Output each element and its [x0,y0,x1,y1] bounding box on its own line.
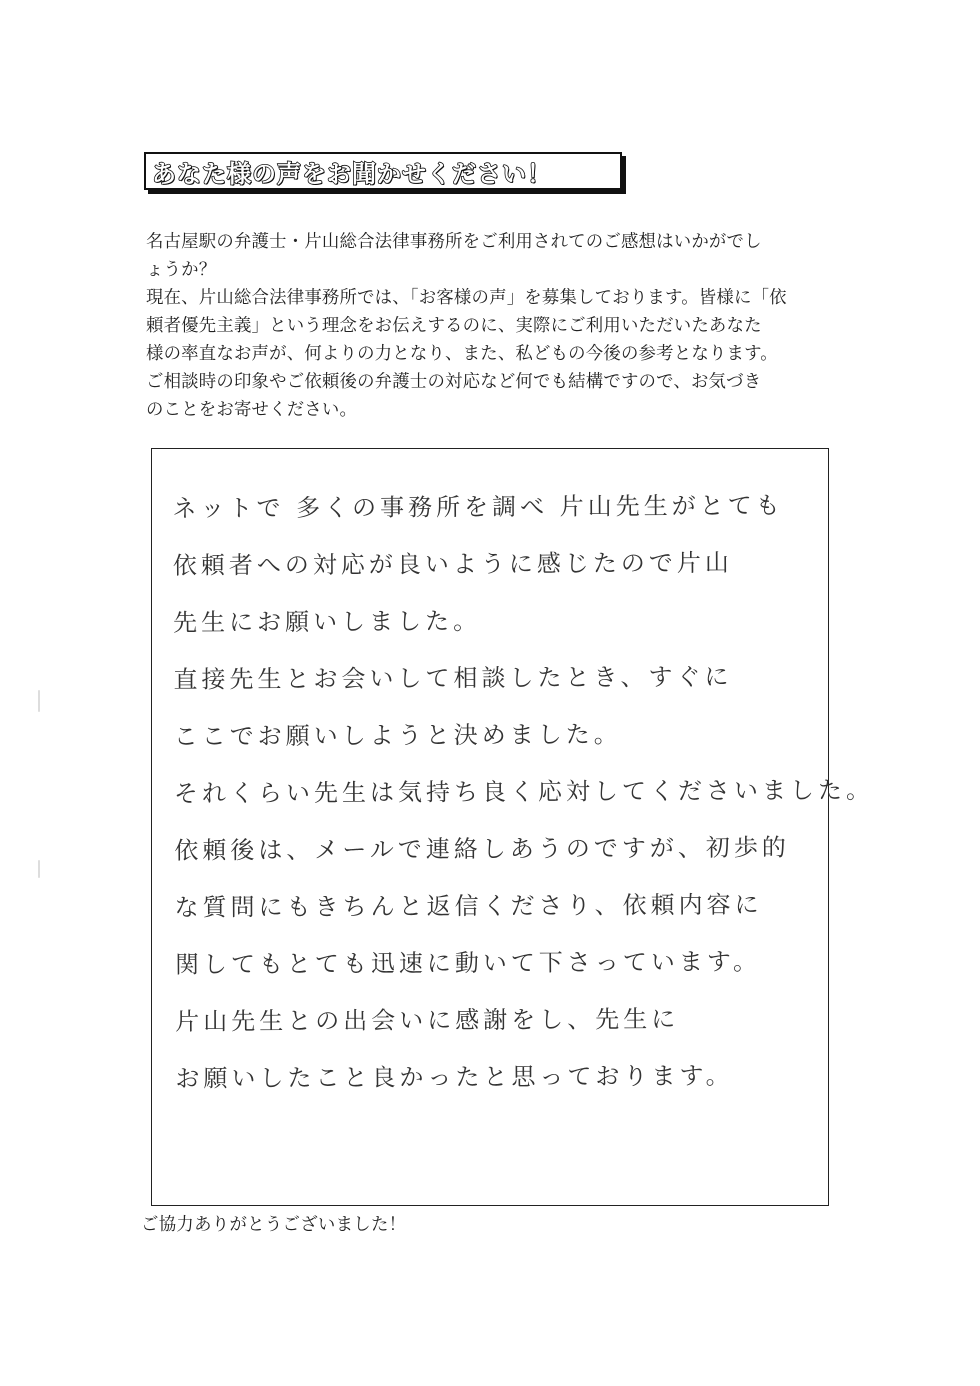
intro-line: のことをお寄せください。 [146,400,358,420]
title-banner [144,152,622,190]
answer-line: ここでお願いしようと決めました。 [173,720,622,751]
scan-mark [38,690,40,712]
scan-mark [38,860,40,878]
intro-line: ご相談時の印象やご依頼後の弁護士の対応など何でも結構ですので、お気づき [146,372,762,392]
intro-line: 様の率直なお声が、何よりの力となり、また、私どもの今後の参考となります。 [146,344,778,364]
intro-line: 名古屋駅の弁護士・片山総合法律事務所をご利用されてのご感想はいかがでし [146,232,762,252]
answer-line: ネットで 多くの事務所を調べ 片山先生がとても [172,491,784,523]
page-title: あなた様の声をお聞かせください！ [152,159,552,188]
intro-paragraph [146,228,846,424]
answer-line: 先生にお願いしました。 [173,607,482,637]
answer-line: 関してもとても迅速に動いて下さっています。 [174,947,762,979]
intro-line: 現在、片山総合法律事務所では、「お客様の声」を募集しております。皆様に「依 [146,288,787,308]
answer-line: お願いしたこと良かったと思っております。 [175,1061,734,1093]
answer-line: 直接先生とお会いして相談したとき、すぐに [173,662,733,694]
intro-line: 頼者優先主義」という理念をお伝えするのに、実際にご利用いただいたあなた [146,316,762,336]
answer-line: 依頼後は、メールで連絡しあうのですが、初歩的 [174,833,790,865]
handwritten-answer [172,477,875,1107]
answer-line: な質問にもきちんと返信くださり、依頼内容に [174,890,763,922]
answer-line: 片山先生との出会いに感謝をし、先生に [175,1005,680,1036]
answer-line: それくらい先生は気持ち良く応対してくださいました。 [173,776,875,808]
intro-line: ょうか？ [146,260,217,280]
answer-line: 依頼者への対応が良いように感じたので片山 [172,548,733,580]
thanks-message: ご協力ありがとうございました！ [141,1215,407,1235]
handwritten-answer-box [151,448,875,1206]
